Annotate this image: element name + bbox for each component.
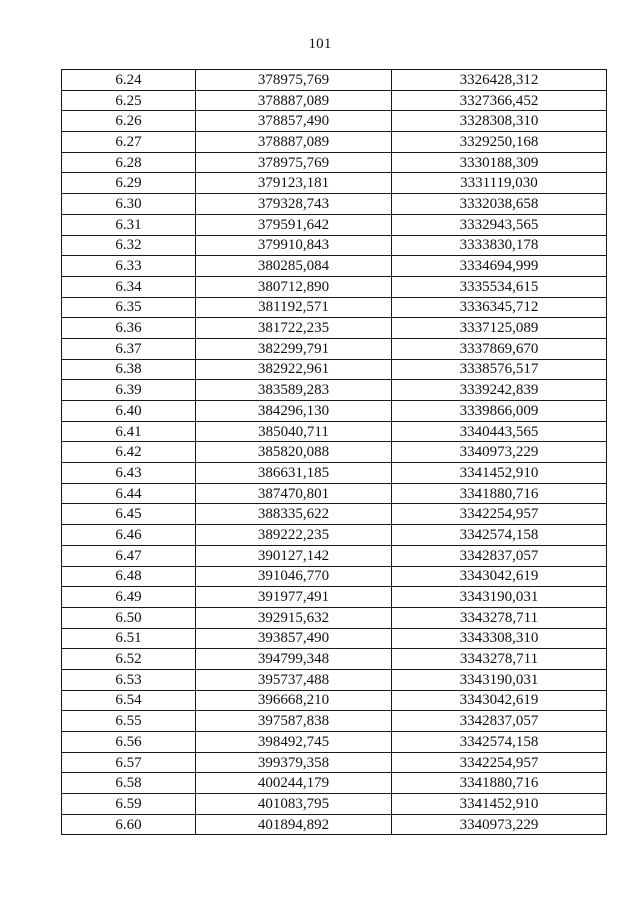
point-number-cell: 6.25: [62, 90, 196, 111]
table-row: [62, 214, 607, 235]
x-coordinate-cell: 388335,622: [196, 504, 392, 525]
y-coordinate-cell: 3343190,031: [392, 587, 607, 608]
table-row: [62, 669, 607, 690]
y-coordinate-cell: 3340973,229: [392, 442, 607, 463]
point-number-cell: 6.55: [62, 711, 196, 732]
table-row: [62, 173, 607, 194]
y-coordinate-cell: 3342254,957: [392, 752, 607, 773]
table-row: [62, 380, 607, 401]
table-row: [62, 276, 607, 297]
point-number-cell: 6.45: [62, 504, 196, 525]
point-number-cell: 6.27: [62, 132, 196, 153]
y-coordinate-cell: 3341452,910: [392, 463, 607, 484]
table-row: [62, 566, 607, 587]
table-row: [62, 732, 607, 753]
x-coordinate-cell: 386631,185: [196, 463, 392, 484]
y-coordinate-cell: 3341880,716: [392, 483, 607, 504]
table-row: [62, 607, 607, 628]
y-coordinate-cell: 3337869,670: [392, 338, 607, 359]
y-coordinate-cell: 3335534,615: [392, 276, 607, 297]
x-coordinate-cell: 378887,089: [196, 90, 392, 111]
x-coordinate-cell: 400244,179: [196, 773, 392, 794]
point-number-cell: 6.56: [62, 732, 196, 753]
y-coordinate-cell: 3342574,158: [392, 525, 607, 546]
point-number-cell: 6.35: [62, 297, 196, 318]
x-coordinate-cell: 385040,711: [196, 421, 392, 442]
point-number-cell: 6.57: [62, 752, 196, 773]
point-number-cell: 6.40: [62, 401, 196, 422]
x-coordinate-cell: 398492,745: [196, 732, 392, 753]
table-row: [62, 545, 607, 566]
y-coordinate-cell: 3343042,619: [392, 690, 607, 711]
x-coordinate-cell: 396668,210: [196, 690, 392, 711]
y-coordinate-cell: 3326428,312: [392, 70, 607, 91]
x-coordinate-cell: 379328,743: [196, 194, 392, 215]
point-number-cell: 6.36: [62, 318, 196, 339]
point-number-cell: 6.59: [62, 794, 196, 815]
y-coordinate-cell: 3343042,619: [392, 566, 607, 587]
point-number-cell: 6.42: [62, 442, 196, 463]
table-row: [62, 649, 607, 670]
point-number-cell: 6.58: [62, 773, 196, 794]
point-number-cell: 6.43: [62, 463, 196, 484]
table-row: [62, 256, 607, 277]
table-row: [62, 483, 607, 504]
y-coordinate-cell: 3340973,229: [392, 814, 607, 835]
x-coordinate-cell: 391977,491: [196, 587, 392, 608]
page-number: 101: [308, 36, 332, 52]
x-coordinate-cell: 389222,235: [196, 525, 392, 546]
x-coordinate-cell: 380285,084: [196, 256, 392, 277]
table-row: [62, 194, 607, 215]
y-coordinate-cell: 3332038,658: [392, 194, 607, 215]
table-row: [62, 463, 607, 484]
table-row: [62, 132, 607, 153]
point-number-cell: 6.50: [62, 607, 196, 628]
y-coordinate-cell: 3327366,452: [392, 90, 607, 111]
x-coordinate-cell: 381722,235: [196, 318, 392, 339]
point-number-cell: 6.60: [62, 814, 196, 835]
y-coordinate-cell: 3331119,030: [392, 173, 607, 194]
point-number-cell: 6.24: [62, 70, 196, 91]
table-row: [62, 752, 607, 773]
point-number-cell: 6.44: [62, 483, 196, 504]
point-number-cell: 6.26: [62, 111, 196, 132]
point-number-cell: 6.32: [62, 235, 196, 256]
point-number-cell: 6.53: [62, 669, 196, 690]
x-coordinate-cell: 401894,892: [196, 814, 392, 835]
point-number-cell: 6.37: [62, 338, 196, 359]
table-row: [62, 773, 607, 794]
table-row: [62, 794, 607, 815]
y-coordinate-cell: 3342574,158: [392, 732, 607, 753]
table-row: [62, 421, 607, 442]
table-row: [62, 690, 607, 711]
y-coordinate-cell: 3336345,712: [392, 297, 607, 318]
y-coordinate-cell: 3342837,057: [392, 711, 607, 732]
point-number-cell: 6.28: [62, 152, 196, 173]
x-coordinate-cell: 381192,571: [196, 297, 392, 318]
point-number-cell: 6.29: [62, 173, 196, 194]
y-coordinate-cell: 3340443,565: [392, 421, 607, 442]
x-coordinate-cell: 380712,890: [196, 276, 392, 297]
x-coordinate-cell: 379910,843: [196, 235, 392, 256]
x-coordinate-cell: 378975,769: [196, 70, 392, 91]
coordinates-table-body: [62, 70, 607, 835]
point-number-cell: 6.52: [62, 649, 196, 670]
y-coordinate-cell: 3330188,309: [392, 152, 607, 173]
point-number-cell: 6.49: [62, 587, 196, 608]
table-row: [62, 235, 607, 256]
x-coordinate-cell: 385820,088: [196, 442, 392, 463]
y-coordinate-cell: 3342254,957: [392, 504, 607, 525]
x-coordinate-cell: 384296,130: [196, 401, 392, 422]
point-number-cell: 6.38: [62, 359, 196, 380]
table-row: [62, 111, 607, 132]
y-coordinate-cell: 3338576,517: [392, 359, 607, 380]
y-coordinate-cell: 3343190,031: [392, 669, 607, 690]
table-row: [62, 338, 607, 359]
x-coordinate-cell: 397587,838: [196, 711, 392, 732]
point-number-cell: 6.30: [62, 194, 196, 215]
x-coordinate-cell: 394799,348: [196, 649, 392, 670]
y-coordinate-cell: 3332943,565: [392, 214, 607, 235]
x-coordinate-cell: 391046,770: [196, 566, 392, 587]
x-coordinate-cell: 379591,642: [196, 214, 392, 235]
point-number-cell: 6.54: [62, 690, 196, 711]
point-number-cell: 6.31: [62, 214, 196, 235]
y-coordinate-cell: 3343278,711: [392, 607, 607, 628]
x-coordinate-cell: 390127,142: [196, 545, 392, 566]
x-coordinate-cell: 378975,769: [196, 152, 392, 173]
table-row: [62, 442, 607, 463]
x-coordinate-cell: 387470,801: [196, 483, 392, 504]
table-row: [62, 587, 607, 608]
point-number-cell: 6.47: [62, 545, 196, 566]
table-row: [62, 525, 607, 546]
table-row: [62, 814, 607, 835]
x-coordinate-cell: 393857,490: [196, 628, 392, 649]
y-coordinate-cell: 3342837,057: [392, 545, 607, 566]
y-coordinate-cell: 3343278,711: [392, 649, 607, 670]
y-coordinate-cell: 3334694,999: [392, 256, 607, 277]
y-coordinate-cell: 3329250,168: [392, 132, 607, 153]
y-coordinate-cell: 3341880,716: [392, 773, 607, 794]
point-number-cell: 6.41: [62, 421, 196, 442]
y-coordinate-cell: 3339866,009: [392, 401, 607, 422]
point-number-cell: 6.48: [62, 566, 196, 587]
table-row: [62, 70, 607, 91]
point-number-cell: 6.51: [62, 628, 196, 649]
y-coordinate-cell: 3337125,089: [392, 318, 607, 339]
table-row: [62, 152, 607, 173]
point-number-cell: 6.34: [62, 276, 196, 297]
x-coordinate-cell: 382922,961: [196, 359, 392, 380]
table-row: [62, 90, 607, 111]
table-row: [62, 504, 607, 525]
table-row: [62, 628, 607, 649]
y-coordinate-cell: 3333830,178: [392, 235, 607, 256]
x-coordinate-cell: 383589,283: [196, 380, 392, 401]
table-row: [62, 297, 607, 318]
x-coordinate-cell: 382299,791: [196, 338, 392, 359]
x-coordinate-cell: 401083,795: [196, 794, 392, 815]
table-row: [62, 401, 607, 422]
x-coordinate-cell: 379123,181: [196, 173, 392, 194]
table-row: [62, 318, 607, 339]
y-coordinate-cell: 3339242,839: [392, 380, 607, 401]
point-number-cell: 6.46: [62, 525, 196, 546]
y-coordinate-cell: 3343308,310: [392, 628, 607, 649]
x-coordinate-cell: 378857,490: [196, 111, 392, 132]
x-coordinate-cell: 399379,358: [196, 752, 392, 773]
y-coordinate-cell: 3341452,910: [392, 794, 607, 815]
table-row: [62, 359, 607, 380]
y-coordinate-cell: 3328308,310: [392, 111, 607, 132]
table-row: [62, 711, 607, 732]
x-coordinate-cell: 378887,089: [196, 132, 392, 153]
coordinates-table: [61, 69, 607, 835]
x-coordinate-cell: 395737,488: [196, 669, 392, 690]
point-number-cell: 6.33: [62, 256, 196, 277]
x-coordinate-cell: 392915,632: [196, 607, 392, 628]
point-number-cell: 6.39: [62, 380, 196, 401]
